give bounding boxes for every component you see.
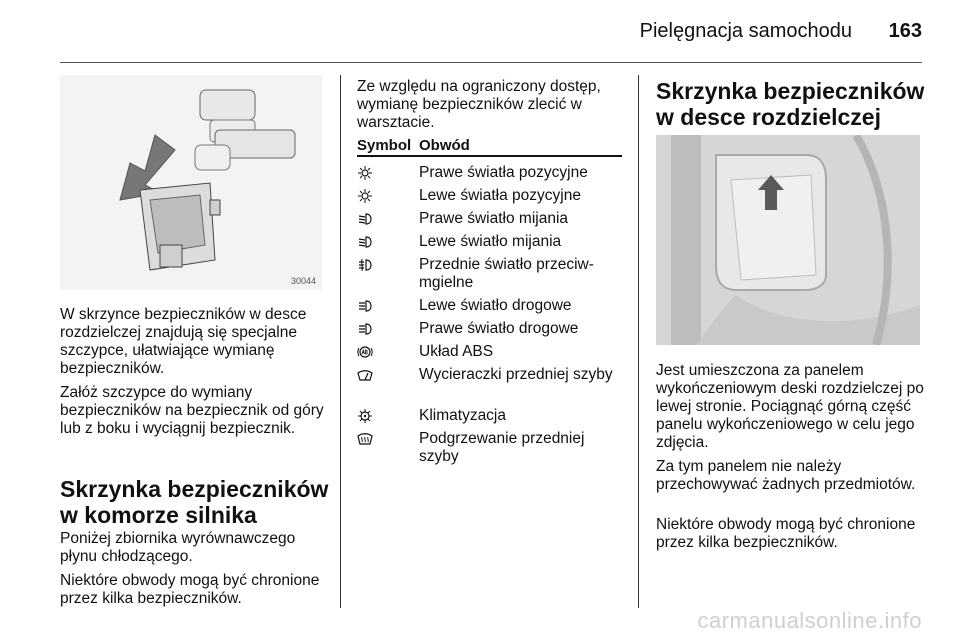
row-label: Lewe światła pozycyjne [419, 187, 581, 204]
fuse-table-header [357, 137, 622, 157]
row-label: Podgrzewanie przedniej szyby [419, 430, 585, 465]
front-fog-light-icon [357, 257, 373, 273]
column-separator-1 [340, 75, 341, 608]
col1-paragraph-4: Niektóre obwody mogą być chronione przez kilka bezpieczników. [60, 572, 320, 607]
row-label: Lewe światło mijania [419, 233, 562, 250]
parking-light-icon [357, 165, 373, 181]
row-label: Prawe światła pozycyjne [419, 164, 588, 181]
row-label: Klimatyzacja [419, 407, 506, 424]
col3-paragraph-1: Jest umieszczona za panelem wykończeniowym deski rozdzielczej po lewej stronie. Pociągnąć górną część panelu wykończeniowego w celu jego zdjęcia. [656, 362, 924, 451]
windshield-heater-icon [357, 431, 373, 447]
header-symbol: Symbol [357, 137, 412, 154]
row-label: Prawe światło mijania [419, 210, 569, 227]
row-label: Lewe światło drogowe [419, 297, 572, 314]
row-label: Prawe światło drogowe [419, 320, 579, 337]
dashboard-panel-photo [656, 135, 920, 345]
heading-engine-compartment: Skrzynka bezpieczników w komorze silnika [60, 476, 329, 528]
col3-paragraph-3: Niektóre obwody mogą być chronione przez kilka bezpieczników. [656, 516, 916, 551]
column-separator-2 [638, 75, 639, 608]
col2-intro: Ze względu na ograniczony dostęp, wymianę bezpieczników zlecić w warsztacie. [357, 78, 601, 131]
parking-light-icon [357, 188, 373, 204]
fuse-puller-illustration [60, 75, 322, 290]
col1-paragraph-2: Załóż szczypce do wymiany bezpieczników na bezpiecznik od góry lub z boku i wyciągnij bezpiecznik. [60, 384, 324, 437]
fan-icon [357, 408, 373, 424]
heading-dashboard-fusebox: Skrzynka bezpieczników w desce rozdzielczej [656, 78, 925, 130]
page-header-title: Pielęgnacja samochodu [639, 20, 852, 42]
abs-icon [357, 344, 373, 360]
watermark: carmanualsonline.info [697, 608, 922, 633]
row-label: Wycieraczki przedniej szyby [419, 366, 613, 383]
row-label: Układ ABS [419, 343, 494, 360]
page-number: 163 [888, 20, 922, 42]
col1-paragraph-1: W skrzynce bezpieczników w desce rozdzielczej znajdują się specjalne szczypce, ułatwiające wymianę bezpieczników. [60, 306, 307, 377]
row-label: Przednie światło przeciw-mgielne [419, 256, 594, 291]
header-circuit: Obwód [419, 137, 470, 154]
high-beam-icon [357, 298, 373, 314]
header-rule [60, 62, 922, 63]
dashboard-panel-drawing [656, 135, 920, 345]
low-beam-icon [357, 234, 373, 250]
col3-paragraph-2: Za tym panelem nie należy przechowywać żadnych przedmiotów. [656, 458, 916, 493]
low-beam-icon [357, 211, 373, 227]
high-beam-icon [357, 321, 373, 337]
fuse-puller-drawing [60, 75, 322, 290]
figure-code: 30044 [290, 276, 316, 286]
col1-paragraph-3: Poniżej zbiornika wyrównawczego płynu chłodzącego. [60, 530, 296, 565]
wiper-icon [357, 367, 373, 383]
